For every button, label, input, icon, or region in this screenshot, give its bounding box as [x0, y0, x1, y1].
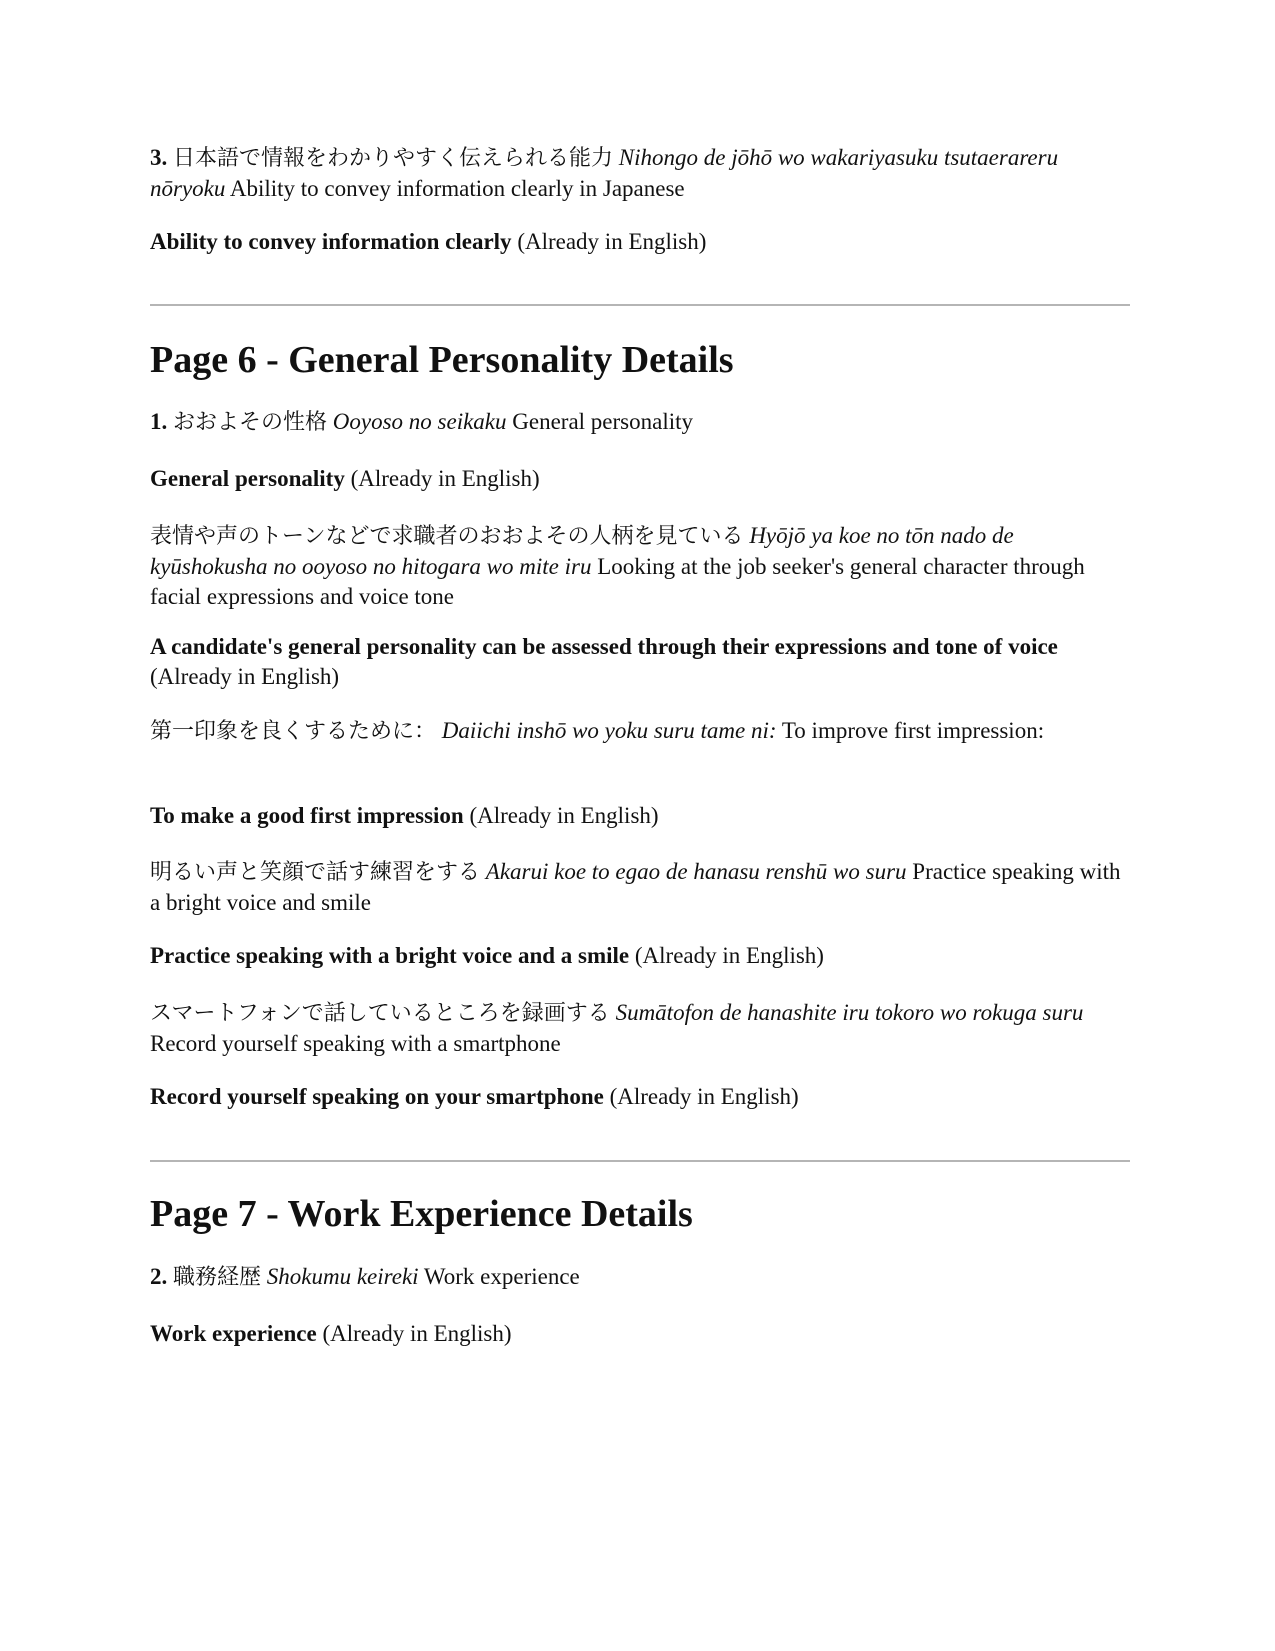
page-7-item-2	[150, 1262, 1130, 1293]
romaji-text: Shokumu keireki	[266, 1264, 419, 1289]
page-6-item-5-english	[150, 1082, 1130, 1112]
page-7-item-2-english	[150, 1319, 1130, 1349]
japanese-text: 明るい声と笑顔で話す練習をする	[150, 860, 481, 885]
page-6-item-3	[150, 716, 1130, 747]
note-text: (Already in English)	[322, 1321, 512, 1346]
english-bold: General personality	[150, 466, 345, 491]
romaji-text: Nihongo de jōhō wo wakariyasuku tsutaerareru nōryoku	[150, 145, 1059, 201]
english-bold: Practice speaking with a bright voice and a smile	[150, 943, 630, 968]
english-bold: A candidate's general personality can be assessed through their expressions and tone of voice	[150, 634, 1058, 659]
item-number: 2.	[150, 1264, 168, 1289]
item-number: 3.	[150, 145, 168, 170]
page-6-item-3-english	[150, 801, 1130, 831]
item-3-english	[150, 227, 1130, 257]
english-text: Work experience	[423, 1264, 580, 1289]
note-text: (Already in English)	[517, 229, 707, 254]
japanese-text: 日本語で情報をわかりやすく伝えられる能力	[173, 146, 614, 171]
english-bold: Ability to convey information clearly	[150, 229, 512, 254]
romaji-text: Sumātofon de hanashite iru tokoro wo rokuga suru	[615, 1000, 1084, 1025]
romaji-text: Akarui koe to egao de hanasu renshū wo suru	[485, 859, 907, 884]
japanese-text: 第一印象を良くするために：	[150, 719, 437, 744]
romaji-text: Hyōjō ya koe no tōn nado de kyūshokusha no ooyoso no hitogara wo mite iru	[150, 523, 1014, 579]
english-text: Record yourself speaking with a smartphone	[150, 1031, 561, 1056]
english-text: Ability to convey information clearly in Japanese	[229, 176, 685, 201]
page-6-item-4-english	[150, 941, 1130, 971]
section-divider	[150, 304, 1130, 306]
note-text: (Already in English)	[634, 943, 824, 968]
english-text: To improve first impression:	[781, 718, 1045, 743]
page-7-heading: Page 7 - Work Experience Details	[150, 1193, 693, 1235]
note-text: (Already in English)	[469, 803, 659, 828]
japanese-text: 表情や声のトーンなどで求職者のおおよその人柄を見ている	[150, 524, 744, 549]
item-number: 1.	[150, 409, 168, 434]
japanese-text: スマートフォンで話しているところを録画する	[150, 1001, 610, 1026]
english-bold: Work experience	[150, 1321, 317, 1346]
page-6-item-5	[150, 998, 1130, 1059]
english-bold: To make a good first impression	[150, 803, 464, 828]
note-text: (Already in English)	[350, 466, 540, 491]
page-6-item-1-english	[150, 464, 1130, 494]
english-text: Practice speaking with a bright voice and smile	[150, 859, 1121, 915]
romaji-text: Ooyoso no seikaku	[332, 409, 507, 434]
page-6-heading: Page 6 - General Personality Details	[150, 339, 734, 381]
note-text: (Already in English)	[609, 1084, 799, 1109]
section-divider	[150, 1160, 1130, 1162]
japanese-text: 職務経歴	[173, 1265, 262, 1290]
note-text: (Already in English)	[150, 664, 340, 689]
english-text: Looking at the job seeker's general character through facial expressions and voice tone	[150, 554, 1085, 609]
english-text: General personality	[512, 409, 693, 434]
english-bold: Record yourself speaking on your smartphone	[150, 1084, 604, 1109]
romaji-text: Daiichi inshō wo yoku suru tame ni:	[441, 718, 777, 743]
page-6-item-4	[150, 857, 1130, 918]
japanese-text: おおよその性格	[173, 410, 328, 435]
page-6-item-1	[150, 407, 1130, 438]
item-3-translation	[150, 143, 1130, 204]
page-6-item-2	[150, 521, 1130, 612]
page-6-item-2-english	[150, 632, 1130, 692]
